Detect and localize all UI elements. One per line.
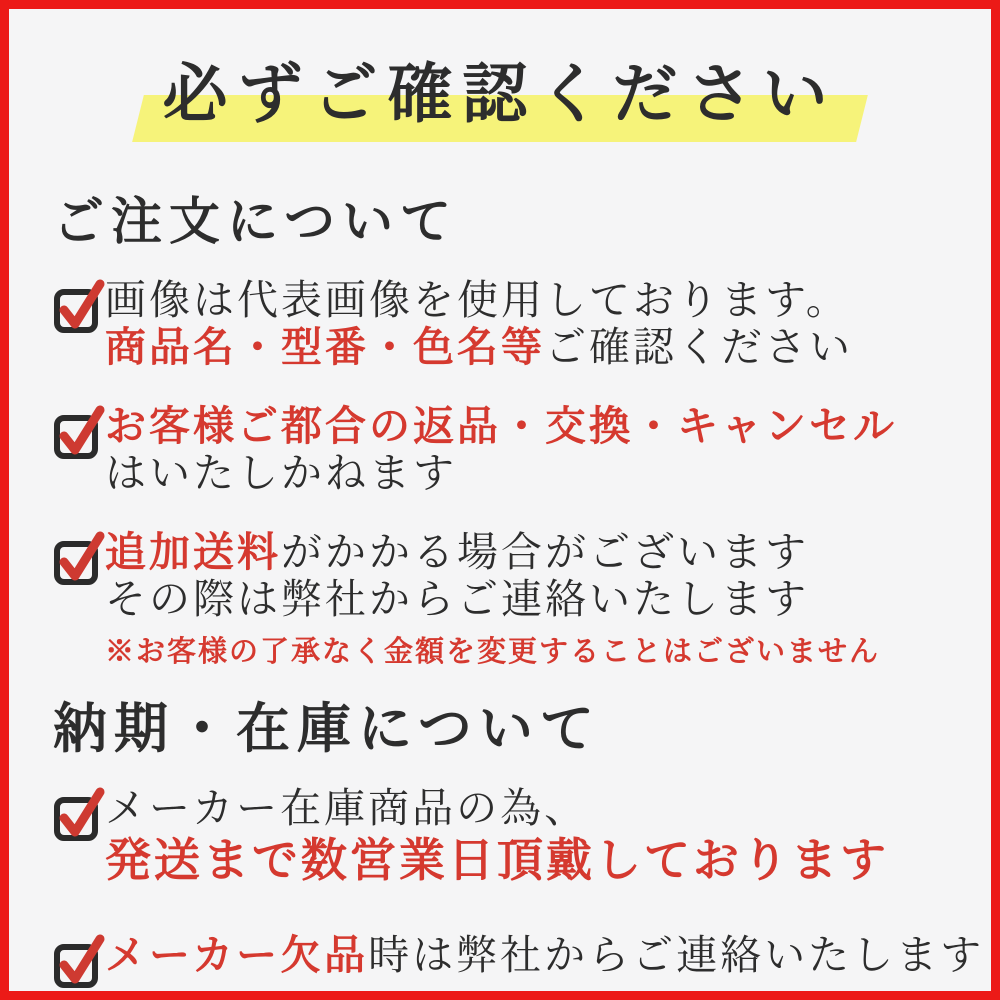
- text-segment-note: ※お客様の了承なく金額を変更することはございません: [105, 636, 881, 668]
- item-representative-image: [53, 277, 951, 371]
- notice-content: [9, 193, 991, 989]
- text-line: [105, 834, 951, 888]
- item-maker-stock: [53, 785, 951, 888]
- section-orders: [53, 193, 951, 671]
- text-line: [105, 576, 951, 623]
- text-segment-emphasis: 発送まで数営業日頂戴しております: [105, 835, 889, 886]
- text-segment: がかかる場合がございます: [281, 529, 809, 575]
- section-heading-delivery-stock: 納期・在庫について: [53, 699, 601, 759]
- text-segment: 時は弊社からご連絡いたします: [368, 932, 985, 978]
- item-text: [105, 932, 984, 979]
- title-banner: [9, 47, 991, 147]
- checkbox-checked-icon: [53, 786, 105, 842]
- text-segment: その際は弊社からご連絡いたします: [105, 576, 809, 622]
- checkbox-checked-icon: [53, 530, 105, 586]
- text-line-note: [105, 633, 951, 671]
- text-segment-emphasis: 追加送料: [105, 529, 281, 575]
- text-line: [105, 529, 951, 576]
- text-line: [105, 450, 951, 497]
- text-line: [105, 324, 951, 371]
- item-text: [105, 529, 951, 671]
- text-segment-emphasis: メーカー欠品: [105, 932, 369, 978]
- text-segment-emphasis: お客様ご都合の返品・交換・キャンセル: [105, 403, 897, 449]
- page-title: 必ずご確認ください: [162, 59, 838, 131]
- text-line: [105, 277, 951, 324]
- checkbox-checked-icon: [53, 933, 105, 989]
- text-segment-emphasis: 商品名・型番・色名等: [105, 324, 545, 370]
- text-line: [105, 403, 951, 450]
- checkbox-checked-icon: [53, 404, 105, 460]
- item-text: [105, 403, 951, 497]
- text-line: [105, 785, 951, 832]
- item-additional-shipping: [53, 529, 951, 671]
- item-text: [105, 785, 951, 888]
- item-text: [105, 277, 951, 371]
- item-maker-out-of-stock: [53, 932, 985, 989]
- text-segment: ご確認ください: [545, 324, 853, 370]
- text-segment: メーカー在庫商品の為、: [105, 785, 589, 831]
- text-segment: 画像は代表画像を使用しております。: [105, 277, 850, 323]
- section-delivery-stock: [53, 697, 985, 989]
- checkbox-checked-icon: [53, 278, 105, 334]
- section-heading-orders: ご注文について: [53, 195, 458, 251]
- text-line: [105, 932, 984, 979]
- item-returns-policy: [53, 403, 951, 497]
- text-segment: はいたしかねます: [105, 450, 457, 496]
